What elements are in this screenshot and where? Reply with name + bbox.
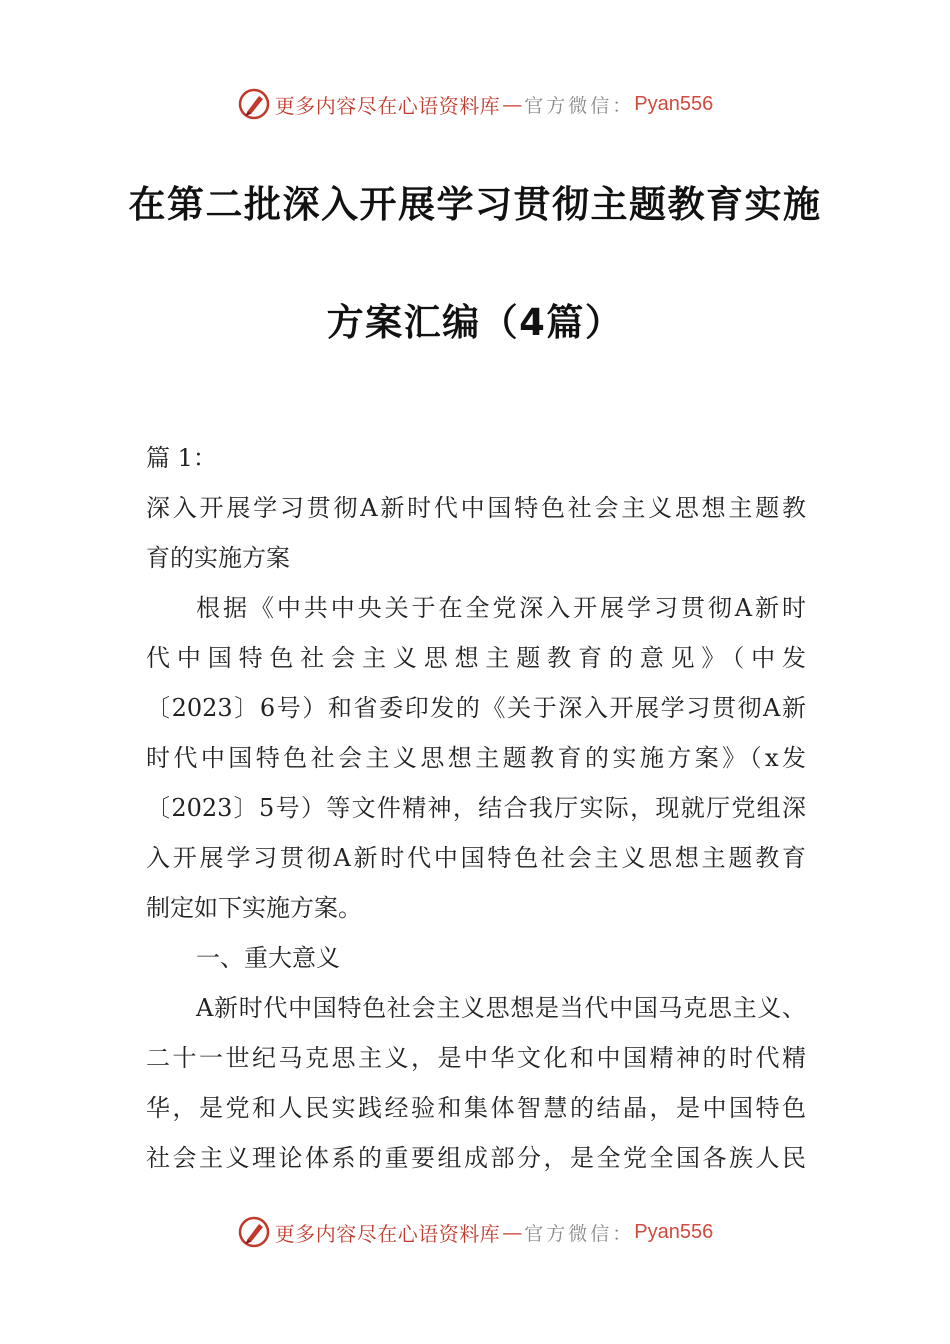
banner-brand: 更多内容尽在心语资料库 — [274, 93, 501, 118]
body-line: 深入开展学习贯彻A新时代中国特色社会主义思想主题教 — [146, 494, 806, 522]
header-banner — [0, 84, 950, 124]
banner-dash: — — [502, 92, 523, 116]
body-line: 代中国特色社会主义思想主题教育的意见》（中发 — [146, 644, 806, 672]
body-line: A新时代中国特色社会主义思想是当代中国马克思主义、 — [196, 994, 806, 1022]
banner-wechat-label: 官方微信： — [524, 1222, 635, 1245]
body-line: 根据《中共中央关于在全党深入开展学习贯彻A新时 — [196, 594, 806, 622]
document-title-line1: 在第二批深入开展学习贯彻主题教育实施 — [128, 183, 822, 226]
body-line: 社会主义理论体系的重要组成部分，是全党全国各族人民 — [146, 1144, 806, 1172]
banner-dash: — — [502, 1220, 523, 1244]
body-line: 入开展学习贯彻A新时代中国特色社会主义思想主题教育 — [146, 844, 806, 872]
footer-banner — [0, 1212, 950, 1252]
body-line: 时代中国特色社会主义思想主题教育的实施方案》（x发 — [146, 744, 806, 772]
pen-logo-icon — [237, 1215, 271, 1249]
body-line: 华，是党和人民实践经验和集体智慧的结晶，是中国特色 — [146, 1094, 806, 1122]
banner-wechat-id: Pyan556 — [634, 1220, 714, 1243]
body-line: 制定如下实施方案。 — [146, 894, 362, 922]
body-line: 育的实施方案 — [146, 544, 290, 572]
banner-wechat-id: Pyan556 — [634, 92, 714, 115]
document-title-line2: 方案汇编（4篇） — [326, 301, 624, 344]
banner-wechat-label: 官方微信： — [524, 94, 635, 117]
body-line: 〔2023〕5号）等文件精神，结合我厅实际，现就厅党组深 — [146, 794, 806, 822]
section-heading: 一、重大意义 — [196, 944, 340, 972]
pen-logo-icon — [237, 87, 271, 121]
body-line: 〔2023〕6号）和省委印发的《关于深入开展学习贯彻A新 — [146, 694, 806, 722]
body-line: 二十一世纪马克思主义，是中华文化和中国精神的时代精 — [146, 1044, 806, 1072]
banner-brand: 更多内容尽在心语资料库 — [274, 1221, 501, 1246]
section-label: 篇 1： — [146, 444, 217, 472]
